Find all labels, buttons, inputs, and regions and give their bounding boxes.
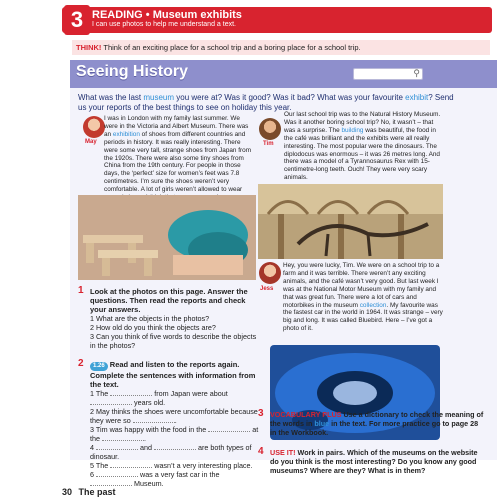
tim-keyword: building xyxy=(341,126,364,134)
museum-hall-illustration xyxy=(258,184,443,259)
audio-track-badge[interactable]: 1.26 xyxy=(90,362,108,371)
jess-avatar xyxy=(259,262,281,284)
exercise-2-title xyxy=(90,360,260,389)
may-post-text-a: I was in London with my family last summer. We were in the Victoria and Albert Museum. There was an xyxy=(104,115,249,138)
answer-blank[interactable] xyxy=(96,470,138,477)
may-name: May xyxy=(85,139,97,145)
intro-text-c: ? Send us your reports of the best things to see on holiday this year. xyxy=(78,93,454,112)
exercise-2-item: 3 Tim was happy with the food in the at the . xyxy=(90,425,259,443)
dinosaur-photo xyxy=(258,184,443,259)
exercise-3-blue-word: blue xyxy=(314,419,330,428)
answer-blank[interactable] xyxy=(90,398,132,405)
intro-text-a: What was the last xyxy=(78,93,144,102)
answer-blank[interactable] xyxy=(154,443,196,450)
may-avatar xyxy=(83,116,105,138)
exercise-1 xyxy=(90,287,260,350)
think-label: THINK! xyxy=(76,43,102,52)
exercise-3-text-b: in the text. For more practice go to page 28 in the Workbook. xyxy=(270,419,479,437)
shoes-photo xyxy=(78,195,256,280)
exercise-2-number: 2 xyxy=(78,358,84,369)
jess-post-text-b: . My favourite was the fastest car in the world in 1964. It was strange – very big and long. It was called Bluebird. Here – I’ve got a photo of it. xyxy=(283,301,443,333)
exercise-3-label: VOCABULARY PLUS xyxy=(270,410,342,419)
jess-keyword: collection xyxy=(359,301,387,309)
intro-text-b: you were at? Was it good? Was it bad? What was your favourite xyxy=(174,93,406,102)
answer-blank[interactable] xyxy=(96,443,138,450)
answer-blank[interactable] xyxy=(90,479,132,486)
search-icon[interactable]: ⚲ xyxy=(413,68,420,78)
exercise-2-item: 2 May thinks the shoes were uncomfortable because they were so . xyxy=(90,407,258,425)
page-number: 30 xyxy=(62,487,73,497)
tim-avatar xyxy=(259,118,281,140)
exercise-2-item: 1 The from Japan were about years old. xyxy=(90,389,228,407)
answer-blank[interactable] xyxy=(110,461,152,468)
exercise-1-number: 1 xyxy=(78,285,84,296)
exercise-4 xyxy=(270,448,485,475)
exercise-3-text-a: Use a dictionary to check the meaning of the words in xyxy=(270,410,484,428)
page-footer xyxy=(62,487,116,497)
tim-post-text-b: was beautiful, the food in the café was brilliant and the exhibits were all really interesting. The most popular were the dinosaurs. The diplodocus was enormous – it was 26 metres long. And there was a model of a Tyrannosaurus Rex with 15-centimetre-long teeth. Ouch! They were very scary animals. xyxy=(284,126,440,182)
may-post-text-b: of shoes from different countries and periods in history. It was really interesting. There were some very tall, strange shoes from Japan from the 1920s. There were also some tiny shoes from China from the 19th century. For people in those days, the ‘perfect’ size for women’s feet was 7.8 centimetres. I’m sure the shoes weren’t very comfortable. A lot of girls weren’t allowed to wear xyxy=(104,130,252,194)
exercise-1-q1: 1 What are the objects in the photos? xyxy=(90,314,210,323)
answer-blank[interactable] xyxy=(110,389,152,396)
exercise-2-item: 4 and are both types of dinosaur. xyxy=(90,443,252,461)
exercise-3-number: 3 xyxy=(258,408,264,419)
section-number: 3 xyxy=(64,5,90,35)
may-post xyxy=(104,115,254,202)
jess-name: Jess xyxy=(260,286,274,292)
answer-blank[interactable] xyxy=(102,434,144,441)
intro-keyword-exhibit: exhibit xyxy=(405,93,429,102)
exercise-3 xyxy=(270,410,485,437)
tim-name: Tim xyxy=(263,141,274,147)
tim-post xyxy=(284,111,442,182)
section-subtitle: I can use photos to help me understand a text. xyxy=(92,21,236,28)
unit-title: The past xyxy=(78,487,116,497)
exercise-4-label: USE IT! xyxy=(270,448,296,457)
jess-post-text-a: Hey, you were lucky, Tim. We were on a school trip to a farm and it was terrible. There weren’t any exciting animals, and the café wasn’t very good. But last week I was at the National Motor Museum with my family and that was great fun. There were a lot of cars and motorbikes in the museum xyxy=(283,262,440,309)
intro-keyword-museum: museum xyxy=(143,93,175,102)
section-title: READING • Museum exhibits xyxy=(92,9,242,21)
site-title: Seeing History xyxy=(76,63,189,80)
exercise-2-instruction: Read and listen to the reports again. Complete the sentences with information from the text. xyxy=(90,360,256,389)
may-keyword: exhibition xyxy=(112,130,140,138)
site-intro xyxy=(78,93,458,113)
exercise-2-item: 5 The wasn’t a very interesting place. xyxy=(90,461,253,470)
search-input[interactable] xyxy=(353,68,423,80)
exercise-1-q3: 3 Can you think of five words to describe the objects in the photos? xyxy=(90,332,257,350)
exercise-2-item: 6 was a very fast car in the Museum. xyxy=(90,470,220,488)
exercise-1-title: Look at the photos on this page. Answer the questions. Then read the reports and check your answers. xyxy=(90,287,248,314)
think-box xyxy=(72,40,490,55)
think-text: Think of an exciting place for a school trip and a boring place for a school trip. xyxy=(103,43,361,52)
exercise-1-q2: 2 How old do you think the objects are? xyxy=(90,323,216,332)
tim-post-text-a: Our last school trip was to the Natural History Museum. Was it another boring school trip? No, it wasn’t – that was a surprise. The xyxy=(284,111,441,134)
shoes-illustration xyxy=(78,195,256,280)
jess-post xyxy=(283,262,443,333)
exercise-2 xyxy=(90,360,260,488)
answer-blank[interactable] xyxy=(208,425,250,432)
exercise-4-text: Work in pairs. Which of the museums on the website do you think is the most interesting? Do you know any good museums? Where are they? What is in them? xyxy=(270,448,478,475)
exercise-4-number: 4 xyxy=(258,446,264,457)
answer-blank[interactable] xyxy=(133,416,175,423)
